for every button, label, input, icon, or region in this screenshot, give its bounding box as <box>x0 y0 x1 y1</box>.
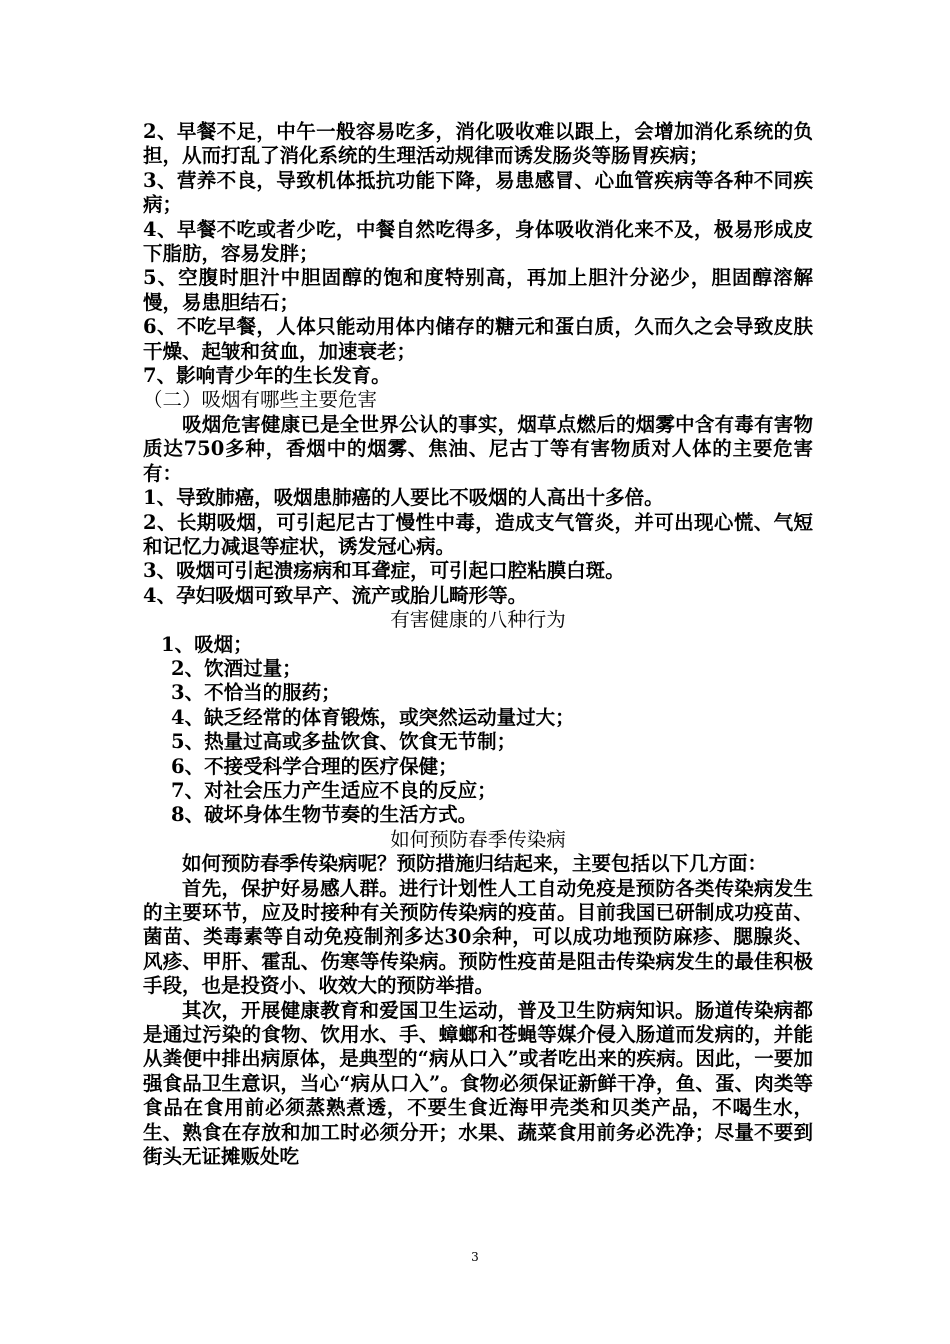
list-item: 5、空腹时胆汁中胆固醇的饱和度特别高，再加上胆汁分泌少，胆固醇溶解慢，易患胆结石； <box>143 266 813 314</box>
paragraph: 其次，开展健康教育和爱国卫生运动，普及卫生防病知识。肠道传染病都是通过污染的食物、饮用水、手、蟑螂和苍蝇等媒介侵入肠道而发病的，并能从粪便中排出病原体，是典型的“病从口入”或者吃出来的疾病。因此，一要加强食品卫生意识，当心“病从口入”。食物必须保证新鲜干净，鱼、蛋、肉类等食品在食用前必须蒸熟煮透，不要生食近海甲壳类和贝类产品，不喝生水，生、熟食在存放和加工时必须分开；水果、蔬菜食用前务必洗净；尽量不要到街头无证摊贩处吃 <box>143 998 813 1169</box>
list-item: 7、对社会压力产生适应不良的反应； <box>171 778 497 802</box>
paragraph: 首先，保护好易感人群。进行计划性人工自动免疫是预防各类传染病发生的主要环节，应及时接种有关预防传染病的疫苗。目前我国已研制成功疫苗、菌苗、类毒素等自动免疫制剂多达30余种，可以成功地预防麻疹、腮腺炎、风疹、甲肝、霍乱、伤寒等传染病。预防性疫苗是阻击传染病发生的最佳积极手段，也是投资小、收效大的预防举措。 <box>143 876 813 998</box>
paragraph: 如何预防春季传染病呢？预防措施归结起来，主要包括以下几方面： <box>182 852 768 876</box>
list-item: 2、饮酒过量； <box>171 656 302 680</box>
list-item: 8、破坏身体生物节奏的生活方式。 <box>171 803 478 827</box>
list-item: 5、热量过高或多盐饮食、饮食无节制； <box>171 730 517 754</box>
page-number: 3 <box>471 1250 479 1264</box>
list-item: 1、吸烟； <box>161 632 253 656</box>
section-heading: （二）吸烟有哪些主要危害 <box>143 388 378 412</box>
list-item: 7、影响青少年的生长发育。 <box>143 364 391 388</box>
document-page <box>143 120 813 1169</box>
section-title: 如何预防春季传染病 <box>390 827 566 851</box>
list-item: 6、不吃早餐，人体只能动用体内储存的糖元和蛋白质，久而久之会导致皮肤干燥、起皱和贫血，加速衰老； <box>143 315 813 363</box>
list-item: 3、吸烟可引起溃疡病和耳聋症，可引起口腔粘膜白斑。 <box>143 559 625 583</box>
list-item: 2、长期吸烟，可引起尼古丁慢性中毒，造成支气管炎，并可出现心慌、气短和记忆力减退等症状，诱发冠心病。 <box>143 510 813 558</box>
list-item: 1、导致肺癌，吸烟患肺癌的人要比不吸烟的人高出十多倍。 <box>143 486 664 510</box>
list-item: 6、不接受科学合理的医疗保健； <box>171 754 458 778</box>
list-item: 4、早餐不吃或者少吃，中餐自然吃得多，身体吸收消化来不及，极易形成皮下脂肪，容易发胖； <box>143 217 813 266</box>
list-item: 2、早餐不足，中午一般容易吃多，消化吸收难以跟上，会增加消化系统的负担，从而打乱了消化系统的生理活动规律而诱发肠炎等肠胃疾病； <box>143 120 813 168</box>
section-title: 有害健康的八种行为 <box>390 608 566 632</box>
list-item: 3、营养不良，导致机体抵抗功能下降，易患感冒、心血管疾病等各种不同疾病； <box>143 168 813 217</box>
list-item: 4、孕妇吸烟可致早产、流产或胎儿畸形等。 <box>143 583 528 607</box>
paragraph: 吸烟危害健康已是全世界公认的事实，烟草点燃后的烟雾中含有毒有害物质达750多种，香烟中的烟雾、焦油、尼古丁等有害物质对人体的主要危害有： <box>143 412 813 485</box>
list-item: 4、缺乏经常的体育锻炼，或突然运动量过大； <box>171 705 575 729</box>
list-item: 3、不恰当的服药； <box>171 681 341 705</box>
